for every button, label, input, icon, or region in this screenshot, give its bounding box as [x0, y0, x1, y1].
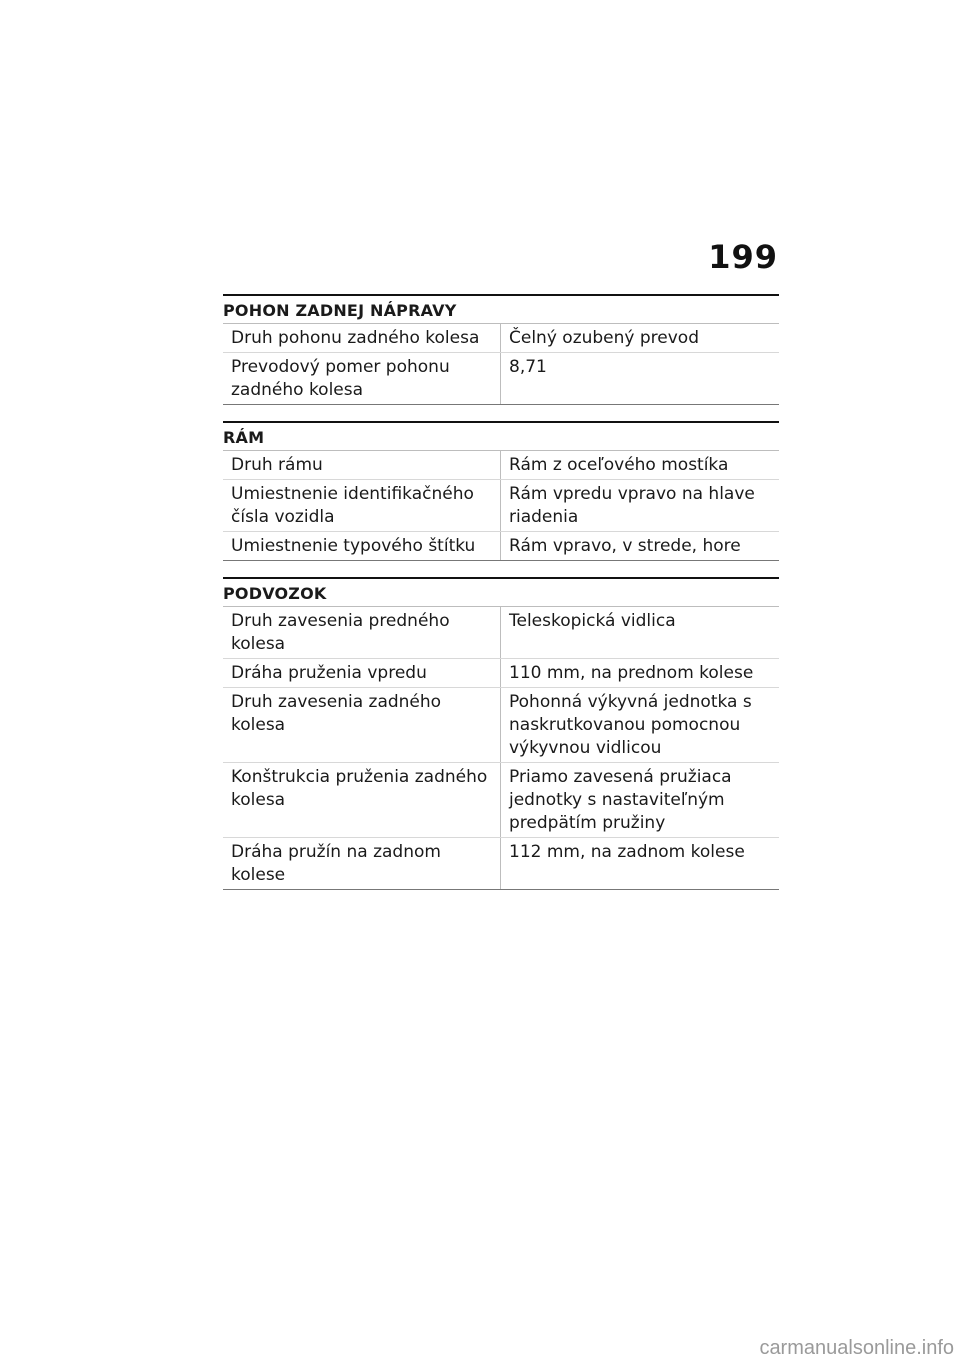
- table-row: [223, 324, 779, 353]
- table-row: [223, 532, 779, 561]
- table-row: [223, 480, 779, 532]
- table-row: [223, 838, 779, 890]
- spec-value: Čelný ozubený prevod: [501, 324, 780, 353]
- table-row: [223, 607, 779, 659]
- table-row: [223, 659, 779, 688]
- spec-label: Druh rámu: [223, 451, 501, 480]
- spec-table: [223, 323, 779, 405]
- spec-label: Druh zavesenia zadného kolesa: [223, 688, 501, 763]
- spec-label: Dráha pružín na zadnom kolese: [223, 838, 501, 890]
- spec-value: Pohonná výkyvná jednotka s naskrutkovanou pomocnou výkyvnou vidlicou: [501, 688, 780, 763]
- spec-value: 110 mm, na prednom kolese: [501, 659, 780, 688]
- spec-table: [223, 450, 779, 561]
- spec-label: Prevodový pomer pohonu zadného kolesa: [223, 353, 501, 405]
- spec-label: Dráha pruženia vpredu: [223, 659, 501, 688]
- section-title: PODVOZOK: [223, 577, 779, 606]
- spec-value: Priamo zavesená pružiaca jednotky s nastaviteľným predpätím pružiny: [501, 763, 780, 838]
- spec-value: Rám vpravo, v strede, hore: [501, 532, 780, 561]
- section-frame: [223, 421, 779, 561]
- table-row: [223, 763, 779, 838]
- spec-label: Konštrukcia pruženia zadného kolesa: [223, 763, 501, 838]
- section-title: POHON ZADNEJ NÁPRAVY: [223, 294, 779, 323]
- spec-table: [223, 606, 779, 890]
- spec-value: Rám z oceľového mostíka: [501, 451, 780, 480]
- spec-content: [223, 294, 779, 906]
- spec-value: Teleskopická vidlica: [501, 607, 780, 659]
- table-row: [223, 353, 779, 405]
- section-title: RÁM: [223, 421, 779, 450]
- spec-label: Druh pohonu zadného kolesa: [223, 324, 501, 353]
- table-row: [223, 688, 779, 763]
- spec-label: Umiestnenie typového štítku: [223, 532, 501, 561]
- section-chassis: [223, 577, 779, 890]
- watermark-text: carmanualsonline.info: [759, 1337, 954, 1359]
- table-row: [223, 451, 779, 480]
- spec-value: 8,71: [501, 353, 780, 405]
- section-rear-axle-drive: [223, 294, 779, 405]
- spec-value: Rám vpredu vpravo na hlave riadenia: [501, 480, 780, 532]
- spec-label: Umiestnenie identifikačného čísla vozidla: [223, 480, 501, 532]
- page-number: 199: [708, 238, 778, 276]
- spec-value: 112 mm, na zadnom kolese: [501, 838, 780, 890]
- spec-label: Druh zavesenia predného kolesa: [223, 607, 501, 659]
